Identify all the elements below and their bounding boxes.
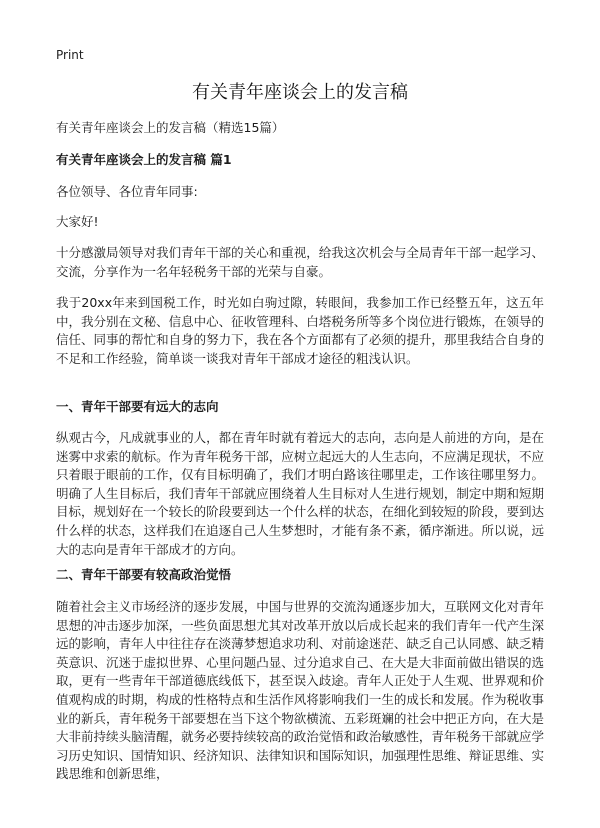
- section-heading-1: 一、青年干部要有远大的志向: [56, 399, 219, 414]
- paragraph-section-1: 纵观古今，凡成就事业的人，都在青年时就有着远大的志向，志向是人前进的方向，是在迷雾中求索的航标。作为青年税务干部，应树立起远大的人生志向，不应满足现状，不应只着眼于眼前的工作，仅有目标明确了，我们才明白路该往哪里走，工作该往哪里努力。明确了人生目标后，我们青年干部就应围绕着人生目标对人生进行规划，制定中期和短期目标，规划好在一个较长的阶段要到达一个什么样的状态，在细化到较短的阶段，要到达什么样的状态，这样我们在追逐自己人生梦想时，才能有条不紊，循序渐进。所以说，远大的志向是青年干部成才的方向。: [56, 430, 544, 557]
- article-heading: 有关青年座谈会上的发言稿 篇1: [56, 152, 232, 167]
- section-heading-2: 二、青年干部要有较高政治觉悟: [56, 567, 232, 582]
- paragraph-section-2: 随着社会主义市场经济的逐步发展，中国与世界的交流沟通逐步加大，互联网文化对青年思想的冲击逐步加深，一些负面思想尤其对改革开放以后成长起来的我们青年一代产生深远的影响，青年人中往往存在淡薄梦想追求功利、对前途迷茫、缺乏自己认同感、缺乏精英意识、沉迷于虚拟世界、心里问题凸显、过分追求自己、在大是大非面前做出错误的选取，更有一些青年干部道德底线低下，甚至误入歧途。青年人正处于人生观、世界观和价值观构成的时期，构成的性格特点和生活作风将影响我们一生的成长和发展。作为税收事业的新兵，青年税务干部要想在当下这个物欲横流、五彩斑斓的社会中把正方向，在大是大非前持续头脑清醒，就务必要持续较高的政治觉悟和政治敏感性，青年税务干部就应学习历史知识、国情知识、经济知识、法律知识和国际知识，加强理性思维、辩证思维、实践思维和创新思维，: [56, 599, 544, 782]
- paragraph-background: 我于20xx年来到国税工作，时光如白驹过隙，转眼间，我参加工作已经整五年，这五年中，我分别在文秘、信息中心、征收管理科、白塔税务所等多个岗位进行锻炼，在领导的信任、同事的帮忙和自身的努力下，我在各个方面都有了必须的提升，那里我结合自身的不足和工作经验，简单谈一谈我对青年干部成才途径的粗浅认识。: [56, 295, 544, 366]
- paragraph-intro: 十分感激局领导对我们青年干部的关心和重视，给我这次机会与全局青年干部一起学习、交流，分享作为一名年轻税务干部的光荣与自豪。: [56, 245, 544, 279]
- document-subtitle: 有关青年座谈会上的发言稿（精选15篇）: [56, 120, 285, 135]
- document-title: 有关青年座谈会上的发言稿: [192, 82, 408, 103]
- greeting: 大家好!: [56, 214, 99, 229]
- print-link[interactable]: Print: [56, 48, 84, 62]
- salutation: 各位领导、各位青年同事:: [56, 184, 198, 199]
